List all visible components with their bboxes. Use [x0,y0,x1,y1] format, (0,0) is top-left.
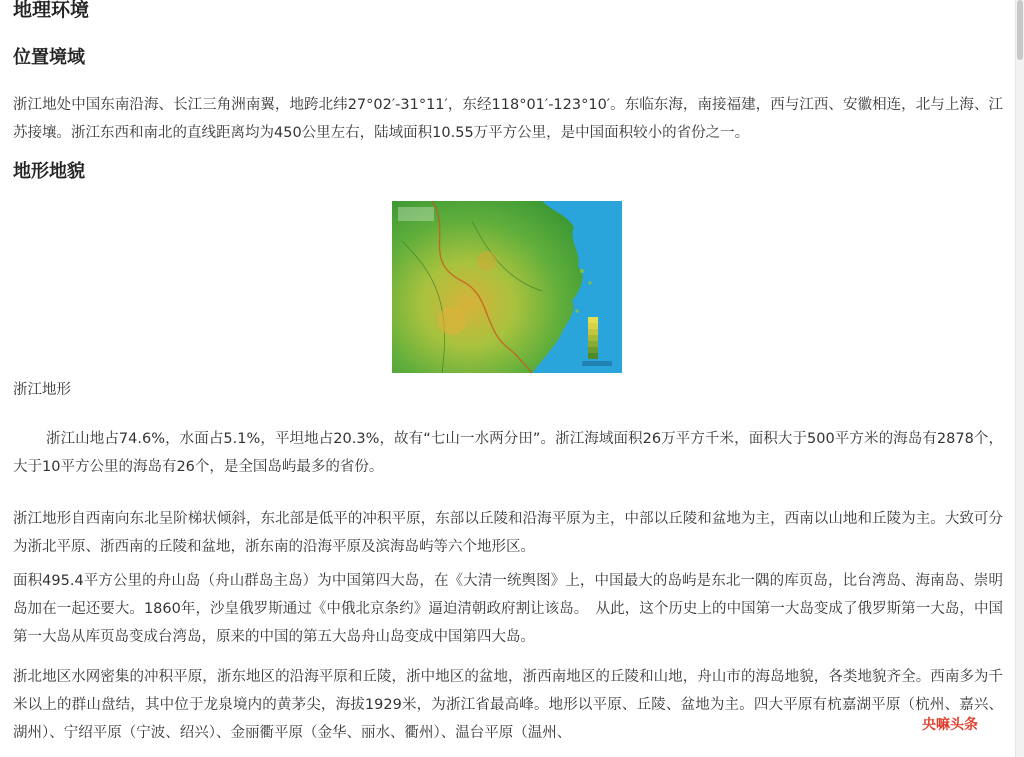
island-dot [575,309,578,312]
page-title: 地理环境 [13,0,90,21]
terrain-map-graphic [392,201,622,373]
island-dot [580,269,584,273]
vertical-scrollbar[interactable] [1015,0,1024,757]
section-heading-location: 位置境域 [13,47,85,68]
figure-caption: 浙江地形 [13,382,71,398]
map-legend [588,317,598,359]
terrain-paragraph-1: 浙江地形自西南向东北呈阶梯状倾斜，东北部是低平的冲积平原，东部以丘陵和沿海平原为主，中部以丘陵和盆地为主，西南以山地和丘陵为主。大致可分为浙北平原、浙西南的丘陵和盆地，浙东南的沿海平原及滨海岛屿等六个地形区。 [13,511,1003,555]
highland-patch [438,307,466,335]
island-dot [588,281,591,284]
scrollbar-thumb[interactable] [1017,0,1023,60]
zhejiang-terrain-map-image[interactable] [392,201,622,373]
map-title-box [398,207,434,221]
section-heading-terrain: 地形地貌 [13,161,85,182]
watermark-logo: 央嘛头条 [922,717,978,733]
island-paragraph: 面积495.4平方公里的舟山岛（舟山群岛主岛）为中国第四大岛，在《大清一统舆图》上，中国最大的岛屿是东北一隅的库页岛，比台湾岛、海南岛、崇明岛加在一起还要大。1860年，沙皇俄罗斯通过《中俄北京条约》逼迫清朝政府割让该岛。 从此，这个历史上的中国第一大岛变成了俄罗斯第一大岛，中国第一大岛从库页岛变成台湾岛，原来的中国的第五大岛舟山岛变成中国第四大岛。 [13,573,1003,645]
plains-paragraph: 浙北地区水网密集的冲积平原，浙东地区的沿海平原和丘陵，浙中地区的盆地，浙西南地区的丘陵和山地，舟山市的海岛地貌，各类地貌齐全。西南多为千米以上的群山盘结，其中位于龙泉境内的黄茅尖，海拔1929米，为浙江省最高峰。地形以平原、丘陵、盆地为主。四大平原有杭嘉湖平原（杭州、嘉兴、湖州）、宁绍平原（宁波、绍兴）、金丽衢平原（金华、丽水、衢州）、温台平原（温州、 [13,669,1003,741]
highland-patch [477,251,497,271]
terrain-stats-paragraph: 浙江山地占74.6%，水面占5.1%，平坦地占20.3%，故有“七山一水两分田”。浙江海域面积26万平方千米，面积大于500平方米的海岛有2878个，大于10平方公里的海岛有26个，是全国岛屿最多的省份。 [13,431,1003,475]
scale-bar [582,361,612,366]
location-paragraph: 浙江地处中国东南沿海、长江三角洲南翼，地跨北纬27°02′-31°11′，东经118°01′-123°10′。东临东海，南接福建，西与江西、安徽相连，北与上海、江苏接壤。浙江东西和南北的直线距离均为450公里左右，陆域面积10.55万平方公里，是中国面积较小的省份之一。 [13,97,1003,141]
